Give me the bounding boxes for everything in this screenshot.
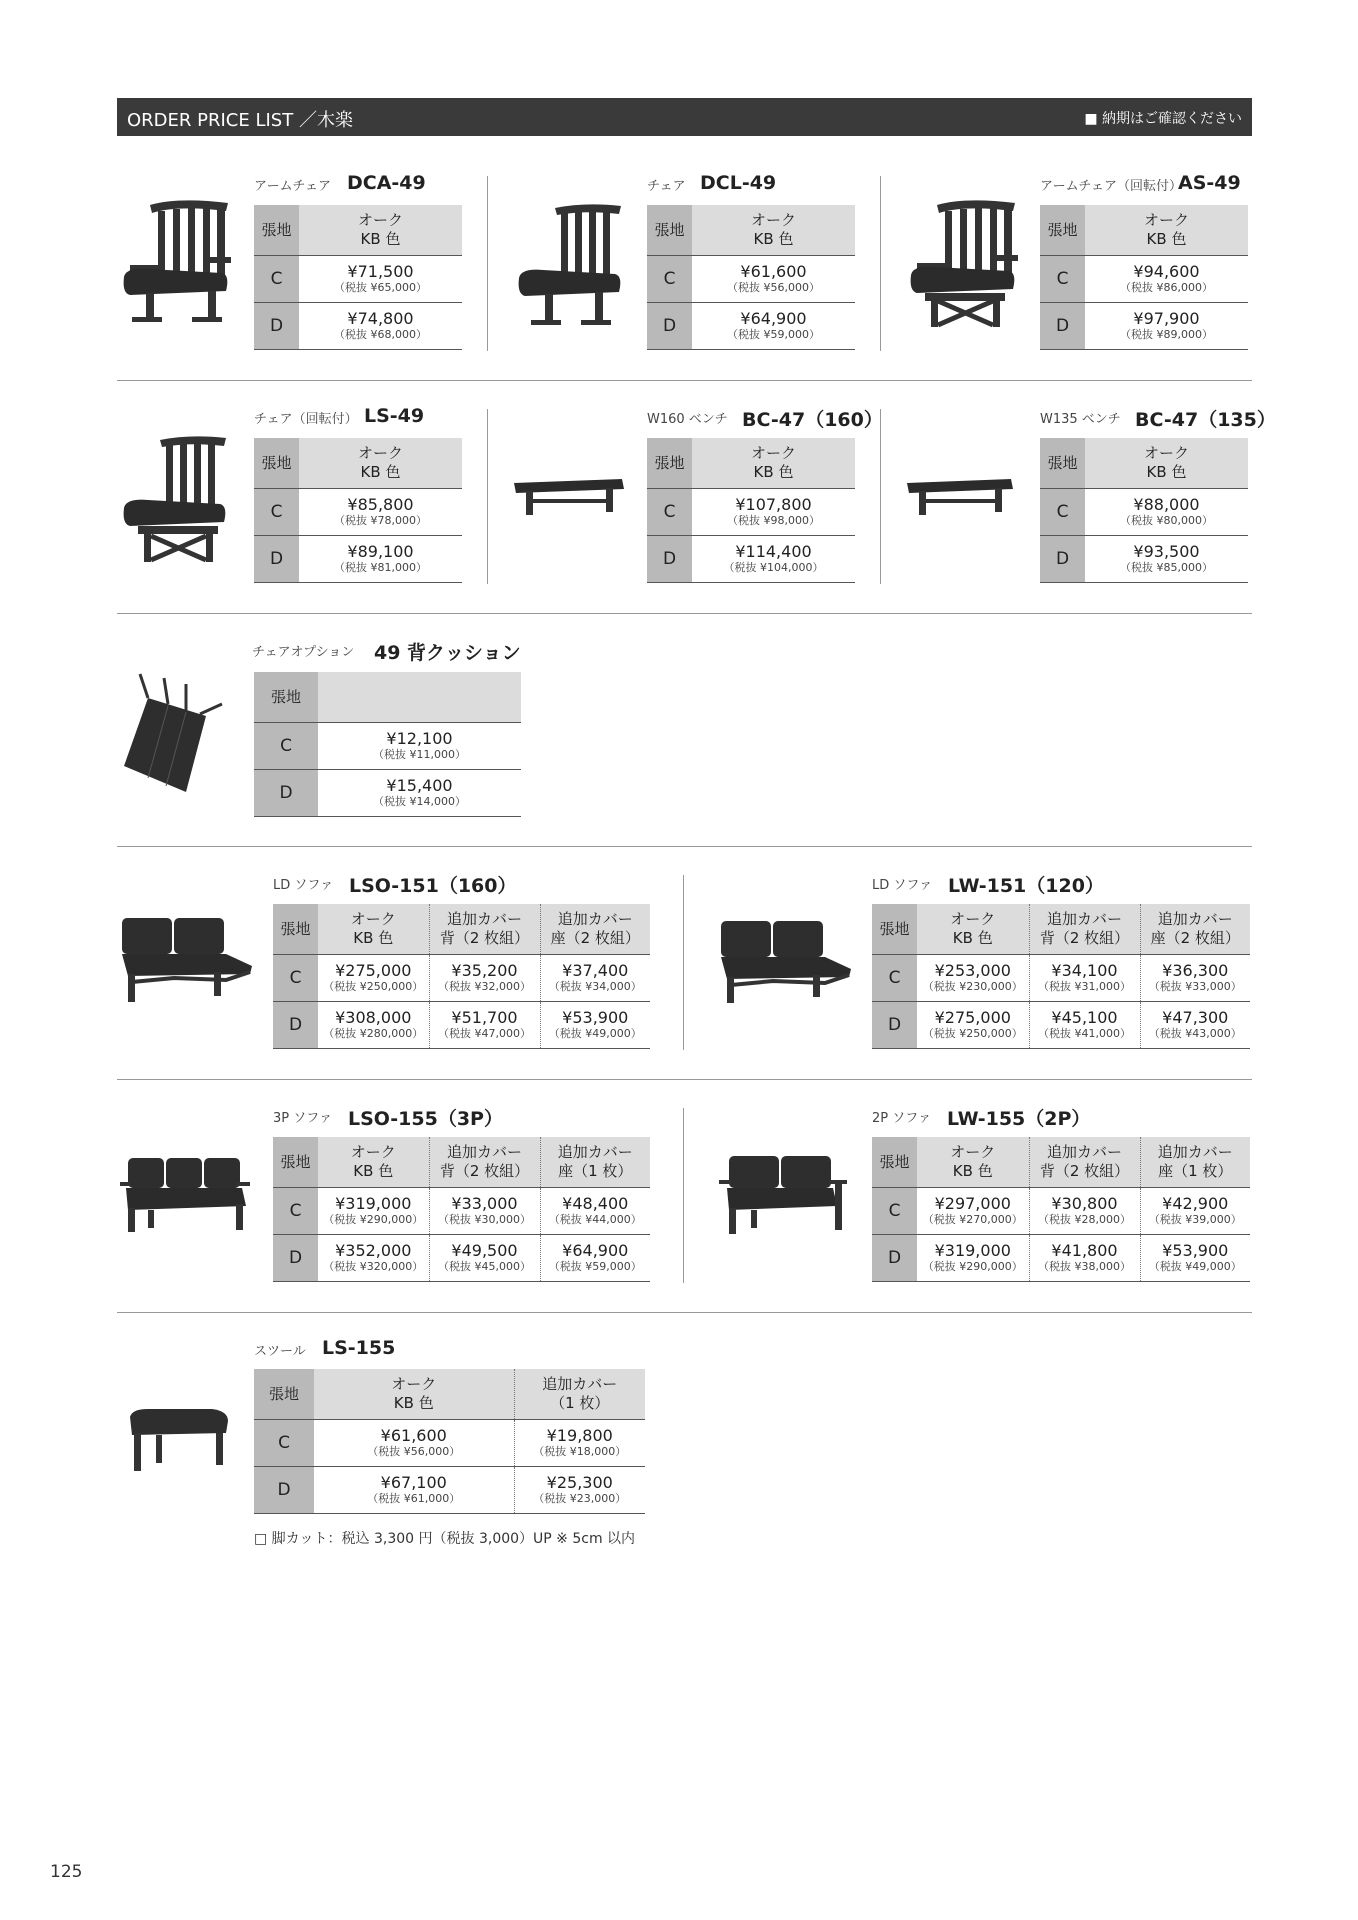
column-header: 追加カバー 背（2 枚組） [429,1137,540,1188]
price-cell [540,1235,650,1282]
fabric-grade: C [254,723,318,770]
price-excl-tax: （税抜 ¥81,000） [334,561,427,574]
fabric-grade: D [254,1467,314,1514]
column-header: 追加カバー 座（2 枚組） [1140,904,1250,955]
price-incl-tax: ¥64,900 [562,1241,629,1260]
product-code: DCL-49 [700,172,777,194]
divider [117,846,1252,847]
price-cell [917,1235,1029,1282]
product-code: BC-47（135） [1135,409,1276,431]
product-category: チェア [647,179,686,194]
2p-sofa-icon [717,1150,851,1236]
price-incl-tax: ¥47,300 [1162,1008,1229,1027]
price-cell [429,955,540,1002]
price-cell [1085,303,1248,350]
price-table [1040,205,1248,350]
price-incl-tax: ¥275,000 [335,961,412,980]
product-code: DCA-49 [347,172,426,194]
fabric-header: 張地 [872,904,917,955]
price-cell [299,489,462,536]
price-cell [1140,955,1250,1002]
price-incl-tax: ¥53,900 [562,1008,629,1027]
divider [117,613,1252,614]
price-cell [1029,1188,1140,1235]
ld-sofa-icon [717,915,855,1005]
swivel-chair-icon [120,432,230,564]
price-incl-tax: ¥93,500 [1133,542,1200,561]
fabric-header: 張地 [273,1137,318,1188]
fabric-header: 張地 [254,672,318,723]
fabric-grade: D [872,1002,917,1049]
price-excl-tax: （税抜 ¥320,000） [323,1260,424,1273]
price-cell [514,1467,645,1514]
fabric-grade: D [254,536,299,583]
price-incl-tax: ¥71,500 [347,262,414,281]
fabric-grade: D [1040,536,1085,583]
price-cell [318,770,521,817]
price-cell [917,955,1029,1002]
price-excl-tax: （税抜 ¥65,000） [334,281,427,294]
fabric-grade: C [1040,256,1085,303]
price-incl-tax: ¥12,100 [386,729,453,748]
price-excl-tax: （税抜 ¥56,000） [367,1445,461,1458]
fabric-header: 張地 [254,438,299,489]
price-excl-tax: （税抜 ¥61,000） [367,1492,461,1505]
price-cell [318,1188,429,1235]
price-excl-tax: （税抜 ¥23,000） [533,1492,627,1505]
price-cell [314,1420,514,1467]
chair-icon [515,200,625,332]
column-header: オーク KB 色 [917,904,1029,955]
column-header: オーク KB 色 [1085,438,1248,489]
column-divider [487,409,488,584]
price-table [254,672,521,817]
fabric-grade: D [647,303,692,350]
fabric-grade: C [254,1420,314,1467]
price-cell [1029,1235,1140,1282]
price-table [254,438,462,583]
price-excl-tax: （税抜 ¥49,000） [548,1027,642,1040]
product-category: W135 ベンチ [1040,412,1121,427]
price-excl-tax: （税抜 ¥11,000） [373,748,466,761]
price-incl-tax: ¥45,100 [1051,1008,1118,1027]
column-header: オーク KB 色 [318,1137,429,1188]
price-incl-tax: ¥36,300 [1162,961,1229,980]
price-excl-tax: （税抜 ¥49,000） [1148,1260,1242,1273]
fabric-grade: C [647,489,692,536]
product-code: LW-155（2P） [947,1108,1091,1130]
column-header [318,672,521,723]
fabric-grade: D [273,1235,318,1282]
price-cell [692,536,855,583]
price-excl-tax: （税抜 ¥78,000） [334,514,427,527]
price-incl-tax: ¥85,800 [347,495,414,514]
column-header: 追加カバー 座（1 枚） [1140,1137,1250,1188]
price-excl-tax: （税抜 ¥47,000） [438,1027,531,1040]
price-excl-tax: （税抜 ¥28,000） [1038,1213,1131,1226]
fabric-grade: D [872,1235,917,1282]
column-divider [683,1108,684,1283]
column-header: 追加カバー 背（2 枚組） [429,904,540,955]
column-divider [683,875,684,1050]
leg-cut-footnote: □ 脚カット：税込 3,300 円（税抜 3,000）UP ※ 5cm 以内 [254,1531,636,1547]
fabric-header: 張地 [1040,438,1085,489]
price-excl-tax: （税抜 ¥230,000） [922,980,1023,993]
stool-icon [128,1405,230,1475]
price-incl-tax: ¥33,000 [451,1194,518,1213]
fabric-grade: D [254,303,299,350]
3p-sofa-icon [118,1152,252,1234]
price-incl-tax: ¥67,100 [380,1473,447,1492]
price-cell [318,723,521,770]
column-divider [880,409,881,584]
price-excl-tax: （税抜 ¥59,000） [727,328,820,341]
price-table [254,205,462,350]
price-excl-tax: （税抜 ¥250,000） [323,980,424,993]
price-excl-tax: （税抜 ¥45,000） [438,1260,531,1273]
product-code: 49 背クッション [374,642,521,664]
fabric-grade: C [872,955,917,1002]
price-incl-tax: ¥297,000 [934,1194,1011,1213]
product-code: LSO-151（160） [349,875,517,897]
price-incl-tax: ¥48,400 [562,1194,629,1213]
price-incl-tax: ¥61,600 [380,1426,447,1445]
fabric-header: 張地 [872,1137,917,1188]
fabric-header: 張地 [1040,205,1085,256]
column-header: オーク KB 色 [299,438,462,489]
product-category: W160 ベンチ [647,412,728,427]
price-excl-tax: （税抜 ¥86,000） [1120,281,1213,294]
price-cell [318,955,429,1002]
column-header: オーク KB 色 [692,438,855,489]
price-table [1040,438,1248,583]
product-category: 3P ソファ [273,1111,332,1126]
fabric-header: 張地 [647,205,692,256]
column-header: オーク KB 色 [917,1137,1029,1188]
column-header: 追加カバー 座（1 枚） [540,1137,650,1188]
page-number: 125 [50,1862,83,1882]
product-code: BC-47（160） [742,409,883,431]
price-excl-tax: （税抜 ¥290,000） [323,1213,424,1226]
price-incl-tax: ¥308,000 [335,1008,412,1027]
product-category: スツール [254,1344,306,1359]
price-excl-tax: （税抜 ¥34,000） [548,980,642,993]
price-incl-tax: ¥352,000 [335,1241,412,1260]
divider [117,380,1252,381]
product-code: LW-151（120） [948,875,1104,897]
price-incl-tax: ¥107,800 [735,495,812,514]
product-category: チェア（回転付） [254,412,358,427]
price-table [273,1137,650,1282]
price-cell [314,1467,514,1514]
divider [117,1079,1252,1080]
fabric-header: 張地 [254,205,299,256]
bench-icon [903,475,1018,520]
price-cell [1029,955,1140,1002]
price-excl-tax: （税抜 ¥270,000） [922,1213,1023,1226]
product-code: LS-155 [322,1337,396,1359]
price-cell [299,536,462,583]
fabric-grade: C [254,256,299,303]
price-excl-tax: （税抜 ¥290,000） [922,1260,1023,1273]
price-cell [1085,536,1248,583]
bench-icon [510,475,628,520]
price-table [872,1137,1250,1282]
fabric-grade: D [1040,303,1085,350]
column-divider [487,176,488,351]
price-excl-tax: （税抜 ¥280,000） [323,1027,424,1040]
column-header: 追加カバー 背（2 枚組） [1029,1137,1140,1188]
fabric-grade: C [273,955,318,1002]
column-header: オーク KB 色 [314,1369,514,1420]
price-incl-tax: ¥64,900 [740,309,807,328]
column-header: オーク KB 色 [1085,205,1248,256]
page-title: ORDER PRICE LIST ／木楽 [127,110,353,131]
fabric-grade: D [273,1002,318,1049]
price-incl-tax: ¥42,900 [1162,1194,1229,1213]
price-incl-tax: ¥275,000 [934,1008,1011,1027]
column-header: オーク KB 色 [318,904,429,955]
price-excl-tax: （税抜 ¥44,000） [548,1213,642,1226]
price-incl-tax: ¥114,400 [735,542,812,561]
price-cell [692,303,855,350]
price-excl-tax: （税抜 ¥18,000） [533,1445,627,1458]
price-excl-tax: （税抜 ¥41,000） [1038,1027,1131,1040]
price-incl-tax: ¥74,800 [347,309,414,328]
price-cell [514,1420,645,1467]
price-cell [429,1002,540,1049]
price-incl-tax: ¥94,600 [1133,262,1200,281]
price-cell [318,1002,429,1049]
price-incl-tax: ¥30,800 [1051,1194,1118,1213]
swivel-armchair-icon [905,195,1023,330]
price-cell [692,256,855,303]
price-incl-tax: ¥15,400 [386,776,453,795]
price-excl-tax: （税抜 ¥32,000） [438,980,531,993]
price-excl-tax: （税抜 ¥43,000） [1148,1027,1242,1040]
price-excl-tax: （税抜 ¥59,000） [548,1260,642,1273]
fabric-header: 張地 [254,1369,314,1420]
delivery-note: ■ 納期はご確認ください [1084,111,1242,127]
price-incl-tax: ¥97,900 [1133,309,1200,328]
fabric-grade: D [647,536,692,583]
price-table [647,438,855,583]
price-incl-tax: ¥88,000 [1133,495,1200,514]
price-excl-tax: （税抜 ¥14,000） [373,795,466,808]
price-excl-tax: （税抜 ¥30,000） [438,1213,531,1226]
armchair-icon [118,195,236,330]
fabric-grade: C [273,1188,318,1235]
price-incl-tax: ¥37,400 [562,961,629,980]
column-header: 追加カバー （1 枚） [514,1369,645,1420]
price-incl-tax: ¥25,300 [546,1473,613,1492]
price-excl-tax: （税抜 ¥89,000） [1120,328,1213,341]
ld-sofa-icon [118,912,254,1004]
price-cell [540,1002,650,1049]
price-cell [299,256,462,303]
product-category: チェアオプション [252,645,355,660]
page-header [117,98,1252,136]
product-category: LD ソファ [273,878,334,893]
price-cell [917,1002,1029,1049]
price-cell [1140,1235,1250,1282]
price-excl-tax: （税抜 ¥56,000） [727,281,820,294]
product-category: アームチェア（回転付） [1040,179,1182,194]
price-incl-tax: ¥61,600 [740,262,807,281]
price-excl-tax: （税抜 ¥38,000） [1038,1260,1131,1273]
price-excl-tax: （税抜 ¥104,000） [723,561,824,574]
price-cell [540,955,650,1002]
price-excl-tax: （税抜 ¥33,000） [1148,980,1242,993]
price-excl-tax: （税抜 ¥85,000） [1120,561,1213,574]
product-category: アームチェア [254,179,331,194]
price-cell [917,1188,1029,1235]
product-category: LD ソファ [872,878,933,893]
column-header: オーク KB 色 [299,205,462,256]
column-header: 追加カバー 座（2 枚組） [540,904,650,955]
product-code: AS-49 [1178,172,1241,194]
price-cell [1140,1002,1250,1049]
price-cell [1140,1188,1250,1235]
price-incl-tax: ¥49,500 [451,1241,518,1260]
price-incl-tax: ¥319,000 [934,1241,1011,1260]
divider [117,1312,1252,1313]
column-header: 追加カバー 背（2 枚組） [1029,904,1140,955]
price-incl-tax: ¥51,700 [451,1008,518,1027]
price-incl-tax: ¥34,100 [1051,961,1118,980]
product-category: 2P ソファ [872,1111,931,1126]
cushion-icon [118,668,230,793]
fabric-grade: C [1040,489,1085,536]
price-cell [692,489,855,536]
price-excl-tax: （税抜 ¥31,000） [1038,980,1131,993]
fabric-grade: D [254,770,318,817]
price-excl-tax: （税抜 ¥80,000） [1120,514,1213,527]
price-table [254,1369,645,1514]
column-header: オーク KB 色 [692,205,855,256]
fabric-grade: C [872,1188,917,1235]
product-code: LS-49 [364,405,425,427]
price-incl-tax: ¥19,800 [546,1426,613,1445]
column-divider [880,176,881,351]
price-cell [1085,489,1248,536]
fabric-grade: C [254,489,299,536]
price-cell [1029,1002,1140,1049]
fabric-header: 張地 [273,904,318,955]
price-excl-tax: （税抜 ¥68,000） [334,328,427,341]
fabric-header: 張地 [647,438,692,489]
price-incl-tax: ¥35,200 [451,961,518,980]
price-cell [429,1235,540,1282]
price-excl-tax: （税抜 ¥98,000） [727,514,820,527]
price-cell [429,1188,540,1235]
price-incl-tax: ¥41,800 [1051,1241,1118,1260]
price-excl-tax: （税抜 ¥250,000） [922,1027,1023,1040]
price-excl-tax: （税抜 ¥39,000） [1148,1213,1242,1226]
price-incl-tax: ¥53,900 [1162,1241,1229,1260]
price-cell [540,1188,650,1235]
price-cell [299,303,462,350]
price-table [273,904,650,1049]
price-cell [1085,256,1248,303]
price-incl-tax: ¥89,100 [347,542,414,561]
price-incl-tax: ¥319,000 [335,1194,412,1213]
product-code: LSO-155（3P） [348,1108,503,1130]
price-incl-tax: ¥253,000 [934,961,1011,980]
price-cell [318,1235,429,1282]
price-table [647,205,855,350]
fabric-grade: C [647,256,692,303]
price-table [872,904,1250,1049]
